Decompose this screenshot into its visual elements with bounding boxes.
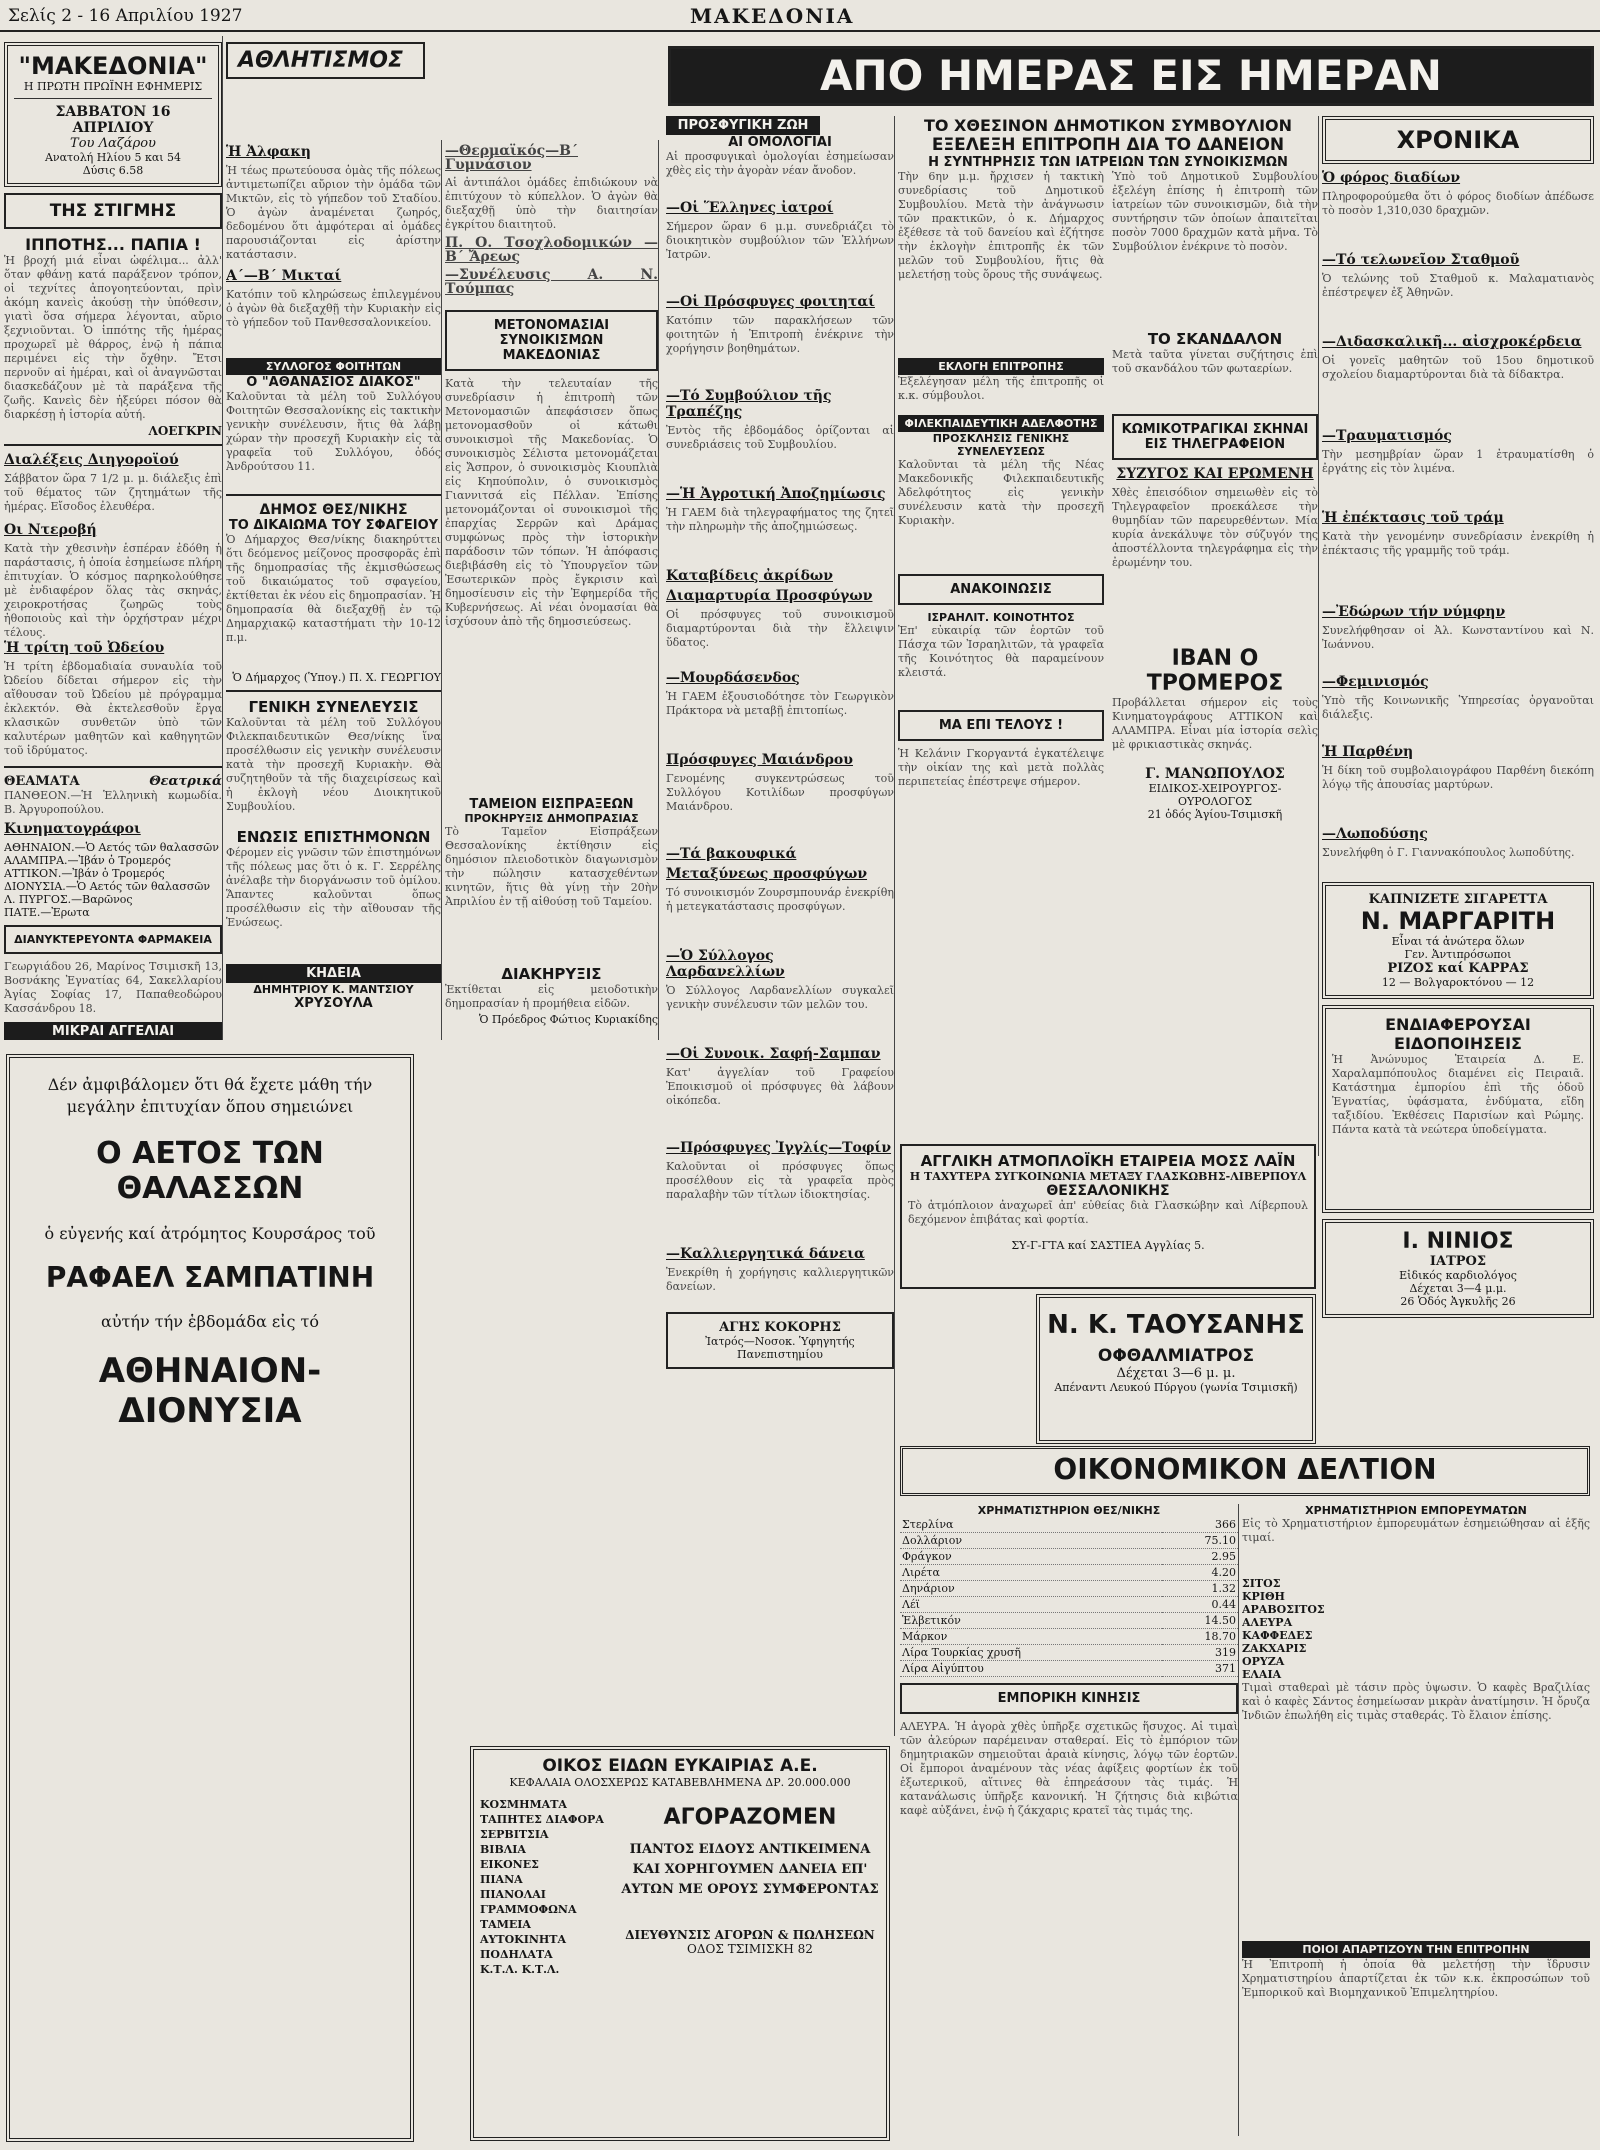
sub-body: Ἡ ΓΑΕΜ διὰ τηλεγραφήματος της ζητεῖ τὴν πληρωμὴν τῆς ἀποζημιώσεως. [666, 506, 894, 533]
article-body-ippotis: Ἡ βροχή μιά εἶναι ὠφέλιμα... ἀλλ' ὅταν φθάνῃ κατά παράξενον τρόπον, οἱ τεχνίτες ἀπογοητεύονται, πρὶν ἀκόμη κανεὶς ἀκούσῃ τὴν ὑπόθεσιν, γιατὶ ὅσα σήμερα λέγονται, αὔριο ξεχνιοῦνται. Ὁ ἰππότης τῆς ἡμέρας προχωρεῖ μὲ θάρρος, ἐνῷ ἡ πάπια περιμένει εἰς τὴν ὄχθην. Ἔτσι περνοῦν αἱ ἡμέραι, καὶ οἱ ἀναγνῶσται διασκεδάζουν μὲ τὰ παράξενα τῆς ζωῆς. Κανεὶς δὲν ἠξεύρει πόσον θὰ διαρκέσῃ ἡ ἱστορία αὐτή. [4, 254, 222, 421]
exchange-row [900, 1549, 1238, 1565]
head-skandalo: ΤΟ ΣΚΑΝΔΑΛΟΝ [1147, 330, 1283, 348]
chronika-head: ΧΡΟΝΙΚΑ [1322, 116, 1594, 164]
head-foitites: ΣΥΛΛΟΓΟΣ ΦΟΙΤΗΤΩΝ [226, 358, 441, 375]
cinema-line-1: ΑΘΗΝΑΙΟΝ.—Ὁ Αετός τῶν θαλασσῶν [4, 841, 219, 854]
cinema-head: Κινηματογράφοι [4, 821, 141, 837]
chron-body: Συνελήφθησαν οἱ Ἀλ. Κωνσταντίνου καὶ Ν. Ἰωάννου. [1322, 624, 1594, 651]
body-diakos: Καλοῦνται τὰ μέλη τοῦ Συλλόγου Φοιτητῶν Θεσσαλονίκης εἰς τακτικὴν γενικὴν συνέλευσιν, ἥτις θὰ λάβῃ χώραν τὴν προσεχῆ Κυριακὴν εἰς τὰ γραφεῖα τοῦ Συλλόγου, ὁδός Ἀνδρούτσου 11. [226, 390, 441, 473]
sub-5: Καταβίδεις ἀκρίδων [666, 568, 833, 584]
ad-aetos [6, 1054, 414, 2142]
head-prosklisis: ΠΡΟΣΚΛΗΣΙΣ ΓΕΝΙΚΗΣ ΣΥΝΕΛΕΥΣΕΩΣ [932, 432, 1070, 458]
ad-cigarette [1322, 882, 1594, 999]
running-header [0, 0, 1600, 32]
cinema-line-2: ΑΛΑΜΠΡΑ.—Ἰβάν ὁ Τρομερός [4, 854, 171, 867]
sub-7: —Μουρδάσενδος [666, 670, 800, 686]
kokoris-desc: Ἰατρός—Νοσοκ. Ὑφηγητής Πανεπιστημίου [705, 1335, 855, 1361]
exchange-row [900, 1533, 1238, 1549]
oikos-item: Κ.Τ.Λ. Κ.Τ.Λ. [480, 1963, 560, 1976]
chron-body: Τὴν μεσημβρίαν ὥραν 1 ἐτραυματίσθη ὁ ἐργάτης εἰς τὸν λιμένα. [1322, 448, 1594, 475]
chron-item: —Τραυματισμός [1322, 428, 1452, 444]
head-odeion: Ἡ τρίτη τοῦ Ὠδείου [4, 640, 165, 656]
masthead-day: ΣΑΒΒΑΤΟΝ 16 ΑΠΡΙΛΙΟΥ [55, 104, 171, 136]
goods-body: Εἰς τὸ Χρηματιστήριον ἐμπορευμάτων ἐσημειώθησαν αἱ ἑξῆς τιμαί. [1242, 1517, 1590, 1544]
athletics-body-1: Ἡ τέως πρωτεύουσα ὁμὰς τῆς πόλεως ἀντιμετωπίζει αὔριον τὴν ὁμάδα τῶν Μικτῶν, εἰς τὸ γήπεδον τοῦ Σταδίου. Ὁ ἀγὼν ἀναμένεται ζωηρός, δεδομένου ὅτι ἀμφότεραι αἱ ὁμάδες παρουσιάζονται εἰς ἀρίστην κατάστασιν. [226, 164, 441, 261]
athletics-item-4: Π. Ο. Τσοχλοδομικών — Β΄ Ἄρεως [445, 235, 658, 265]
pharmacy-body: Γεωργιάδου 26, Μαρίνος Τσιμισκῆ 13, Βοσνάκης Ἐγνατίας 64, Σακελλαρίου Ἀγίας Σοφίας 17, Παπαθεοδώρου Κασσάνδρου 18. [4, 960, 222, 1015]
head-adelfotis: ΦΙΛΕΚΠΑΙΔΕΥΤΙΚΗ ΑΔΕΛΦΟΤΗΣ [898, 415, 1104, 432]
theatres-tag: Θεατρικά [149, 774, 222, 789]
cig-addr: 12 — Βολγαροκτόνου — 12 [1381, 976, 1535, 989]
head-metonomasiai: ΜΕΤΟΝΟΜΑΣΙΑΙ ΣΥΝΟΙΚΙΣΜΩΝ ΜΑΚΕΔΟΝΙΑΣ [445, 310, 658, 371]
body-skandalo: Μετὰ ταῦτα γίνεται συζήτησις ἐπὶ τοῦ σκανδάλου τῶν φωταερίων. [1112, 348, 1318, 375]
column-3 [445, 140, 659, 1040]
currency-rate: 4.20 [1162, 1565, 1238, 1581]
currency-rate: 1.32 [1162, 1581, 1238, 1597]
currency-name: Λιρέτα [900, 1565, 1162, 1581]
body-enosis: Φέρομεν εἰς γνῶσιν τῶν ἐπιστημόνων τῆς πόλεως μας ὅτι ὁ κ. Γ. Σερρέλης ἀνέλαβε τὴν διοργάνωσιν τοῦ ὁμίλου. Ἅπαντες καλοῦνται ὅπως προσέλθωσιν εἰς τὴν αἴθουσαν τῆς Ἑνώσεως. [226, 846, 441, 929]
currency-name: Δολλάριον [900, 1533, 1162, 1549]
ad-oikos [470, 1746, 890, 2141]
notes-body: Ἡ Ἀνώνυμος Ἑταιρεία Δ. Ε. Χαραλαμπόπουλος διαμένει εἰς Πειραιᾶ. Κατάστημα ἐμπορίου ἐπὶ τῆς ὁδοῦ Ἐγνατίας, ὑφάσματα, ἐνδύματα, εἴδη ταξιδίου. Ἐκθέσεις Παρισίων καὶ Ρώμης. Πάντα κατὰ τὰ νεώτερα ὑποδείγματα. [1332, 1053, 1584, 1136]
sub-6: Διαμαρτυρία Προσφύγων [666, 588, 873, 604]
notes-title2: ΕΙΔΟΠΟΙΗΣΕΙΣ [1394, 1034, 1522, 1053]
ship-agents: ΣΥ-Γ-ΓΤΑ καί ΣΑΣΤΙΕΑ Αγγλίας 5. [1011, 1239, 1205, 1252]
ninios-addr: 26 Ὁδός Ἀγκυλῆς 26 [1400, 1295, 1516, 1308]
sub-12: —Οἱ Συνοικ. Σαφή-Σαμπαν [666, 1046, 881, 1062]
ship-sub: Η ΤΑΧΥΤΕΡΑ ΣΥΓΚΟΙΝΩΝΙΑ ΜΕΤΑΞΥ ΓΛΑΣΚΩΒΗΣ-ΛΙΒΕΡΠΟΥΛ [909, 1170, 1307, 1183]
body-syzygos: Χθὲς ἐπεισόδιον σημειωθὲν εἰς τὸ Τηλεγραφεῖον προεκάλεσε τὴν θυμηδίαν τῶν παρευρεθέντων. Μία κυρία ἀνεκάλυψε τὸν σύζυγόν της ἀποστέλλοντα τηλεγράφημα εἰς τὴν ἐρωμένην του. [1112, 486, 1318, 569]
oikos-item: ΠΙΑΝΟΛΑΙ [480, 1888, 546, 1901]
committee-body: Ἡ Ἐπιτροπὴ ἡ ὁποία θὰ μελετήσῃ τὴν ἵδρυσιν Χρηματιστηρίου ἀπαρτίζεται ἐκ τῶν κ.κ. ἐκπροσώπων τοῦ Ἐμπορικοῦ καὶ Βιομηχανικοῦ Ἐπιμελητηρίου. [1242, 1958, 1590, 1999]
oikos-item: ΕΙΚΟΝΕΣ [480, 1858, 539, 1871]
economic-title-box [900, 1446, 1590, 1496]
ad-ninios [1322, 1219, 1594, 1318]
ship-body: Τὸ ἀτμόπλοιον ἀναχωρεῖ ἀπ' εὐθείας διὰ Γλασκώβην καὶ Λίβερπουλ δεχόμενον ἐπιβάτας καὶ φορτία. [908, 1199, 1308, 1226]
chron-item: —Διδασκαλικῆ... αἰσχροκέρδεια [1322, 334, 1582, 350]
oikos-office: ΔΙΕΥΘΥΝΣΙΣ ΑΓΟΡΩΝ & ΠΩΛΗΣΕΩΝ [625, 1928, 875, 1942]
oikos-buy: ΑΓΟΡΑΖΟΜΕΝ [663, 1805, 837, 1830]
column-2 [226, 140, 442, 1040]
currency-rate: 75.10 [1162, 1533, 1238, 1549]
aetos-mid: ὁ εὐγενής καί ἀτρόμητος Κουρσάρος τοῦ [44, 1224, 376, 1243]
head-dialexeis: Διαλέξεις Διηγοροϊού [4, 452, 179, 468]
athletics-header-area [226, 36, 658, 136]
oikos-item: ΠΟΔΗΛΑΤΑ [480, 1948, 553, 1961]
exchange-row [900, 1661, 1238, 1677]
mourner-name: ΔΗΜΗΤΡΙΟΥ Κ. ΜΑΝΤΣΙΟΥ [253, 983, 414, 996]
exchange-table [900, 1517, 1238, 1677]
chron-item: —Ἐδώρων τήν νύμφην [1322, 604, 1506, 620]
chron-item: —Λωποδύσης [1322, 826, 1428, 842]
sub-3: —Τό Συμβούλιον τῆς Τραπέζης [666, 388, 832, 420]
committee-head: ΠΟΙΟΙ ΑΠΑΡΤΙΖΟΥΝ ΤΗΝ ΕΠΙΤΡΟΠΗΝ [1242, 1941, 1590, 1958]
body-synelefsis: Καλοῦνται τὰ μέλη τοῦ Συλλόγου Φιλεκπαιδευτικῶν Θεσ/νίκης ἵνα προσέλθωσιν εἰς γενικὴν συνέλευσιν κατὰ τὴν προσεχῆ Κυριακὴν. Θὰ συζητηθοῦν τὰ τῆς διαχειρίσεως καὶ ἡ ἐκλογὴ νέου Διοικητικοῦ Συμβουλίου. [226, 716, 441, 813]
currency-rate: 319 [1162, 1645, 1238, 1661]
theatres-header [4, 774, 222, 789]
exchange-row [900, 1597, 1238, 1613]
chron-item: Ἡ Παρθένη [1322, 744, 1414, 760]
goods-detail: Τιμαὶ σταθεραὶ μὲ τάσιν πρὸς ὑψωσιν. Ὁ καφὲς Βραζιλίας καὶ ὁ καφὲς Σάντος ἐσημείωσαν μικρὰν ἀνατίμησιν. Ἡ ὄρυζα Ἰνδιῶν ἐπωλήθη εἰς τιμὰς σταθεράς. Τὸ ἔλαιον ἐπίσης. [1242, 1681, 1590, 1722]
column-1 [4, 36, 223, 1040]
head-dimos: ΔΗΜΟΣ ΘΕΣ/ΝΙΚΗΣ [259, 502, 408, 518]
athletics-logo: ΑΘΛΗΤΙΣΜΟΣ [238, 48, 404, 73]
theatres-body: ΠΑΝΘΕΟΝ.—Ἡ Ἑλληνικὴ κωμωδία. Β. Ἀργυροπούλου. [4, 789, 222, 816]
good-item: ΣΙΤΟΣ [1242, 1577, 1281, 1590]
sig-diakiryxis: Ὁ Πρόεδρος Φώτιος Κυριακίδης [478, 1013, 658, 1026]
body-eklogi: Ἐξελέγησαν μέλη τῆς ἐπιτροπῆς οἱ κ.κ. σύμβουλοι. [898, 375, 1104, 402]
head-kideia: ΚΗΔΕΙΑ [226, 964, 441, 983]
body-sfageio: Ὁ Δήμαρχος Θεσ/νίκης διακηρύττει ὅτι δεόμενος μείζονος προσφορᾶς ἐπὶ τῆς δημοπρασίας τῆς ἐκμισθώσεως τοῦ δικαιώματος τοῦ σφαγείου, ἐκτίθεται ἐκ νέου εἰς δημοπρασίαν. Ἡ δημοπρασία θὰ διεξαχθῇ ἐν τῷ Δημαρχιακῷ καταστήματι τὴν 10-12 π.μ. [226, 533, 441, 644]
cig-name: Ν. ΜΑΡΓΑΡΙΤΗ [1360, 907, 1556, 935]
sub-8: Πρόσφυγες Μαιάνδρου [666, 752, 853, 768]
good-item: ΖΑΚΧΑΡΙΣ [1242, 1642, 1307, 1655]
sub-body: Οἱ πρόσφυγες τοῦ συνοικισμοῦ διαμαρτύρονται διὰ τὴν ἔλλειψιν ὕδατος. [666, 608, 894, 649]
masthead-feast: Του Λαζάρου [70, 136, 156, 151]
head-daneio: ΕΞΕΛΕΞΗ ΕΠΙΤΡΟΠΗ ΔΙΑ ΤΟ ΔΑΝΕΙΟΝ [931, 135, 1285, 155]
doctor-name: Γ. ΜΑΝΩΠΟΥΛΟΣ [1145, 766, 1285, 782]
currency-name: Φράγκον [900, 1549, 1162, 1565]
head-tameio: ΤΑΜΕΙΟΝ ΕΙΣΠΡΑΞΕΩΝ [469, 797, 634, 812]
ninios-spec: Εἰδικός καρδιολόγος [1399, 1269, 1517, 1282]
masthead-box [4, 42, 222, 187]
currency-name: Μάρκον [900, 1629, 1162, 1645]
sub-1: —Οἱ Ἕλληνες ἰατροί [666, 200, 834, 216]
exchange-head: ΧΡΗΜΑΤΙΣΤΗΡΙΟΝ ΘΕΣ/ΝΙΚΗΣ [977, 1504, 1161, 1517]
oikos-item: ΓΡΑΜΜΟΦΩΝΑ [480, 1903, 577, 1916]
article-title-ippotis: ΙΠΠΟΤΗΣ... ΠΑΠΙΑ ! [25, 235, 201, 254]
sub-2: —Οἱ Πρόσφυγες φοιτηταί [666, 294, 875, 310]
athletics-body-2: Κατόπιν τοῦ κληρώσεως ἐπιλεγμένου ὁ ἀγὼν θὰ διεξαχθῇ τὴν Κυριακὴν εἰς τὸ γήπεδον τοῦ Πανθεσσαλονικείου. [226, 288, 441, 329]
head-omologiai: ΑΙ ΟΜΟΛΟΓΙΑΙ [728, 135, 832, 150]
economic-left [900, 1504, 1239, 2136]
currency-name: Λίρα Αἰγύπτου [900, 1661, 1162, 1677]
body-diakiryxis: Ἐκτίθεται εἰς μειοδοτικὴν δημοπρασίαν ἡ προμήθεια εἰδῶν. [445, 983, 658, 1010]
athletics-item-3: —Θερμαϊκός—Β΄ Γυμνάσιον [445, 143, 578, 173]
goods-head: ΧΡΗΜΑΤΙΣΤΗΡΙΟΝ ΕΜΠΟΡΕΥΜΑΤΩΝ [1305, 1504, 1527, 1517]
banner-title: ΑΠΟ ΗΜΕΡΑΣ ΕΙΣ ΗΜΕΡΑΝ [668, 46, 1594, 106]
taousanis-address: Απέναντι Λευκού Πύργου (γωνία Τσιμισκῆ) [1054, 1381, 1298, 1394]
head-diakiryxis: ΔΙΑΚΗΡΥΞΙΣ [501, 965, 602, 983]
currency-name: Λέϊ [900, 1597, 1162, 1613]
head-nteroví: Οι Ντεροβή [4, 522, 97, 538]
currency-name: Ἑλβετικόν [900, 1613, 1162, 1629]
ship-title: ΑΓΓΛΙΚΗ ΑΤΜΟΠΛΟΪΚΗ ΕΤΑΙΡΕΙΑ ΜΟΣΣ ΛΑΪΝ [920, 1152, 1296, 1170]
exchange-row [900, 1517, 1238, 1533]
currency-name: Δηνάριον [900, 1581, 1162, 1597]
page-date: Σελίς 2 - 16 Απριλίου 1927 [8, 6, 243, 26]
chron-body: Ὁ τελώνης τοῦ Σταθμοῦ κ. Μαλαματιανὸς ἐπέστρεψεν ἐξ Ἀθηνῶν. [1322, 272, 1594, 299]
chron-body: Συνελήφθη ὁ Γ. Γιαννακόπουλος λωποδύτης. [1322, 846, 1575, 859]
oikos-item: ΚΟΣΜΗΜΑΤΑ [480, 1798, 567, 1811]
body-nteroví: Κατὰ τὴν χθεσινὴν ἑσπέραν ἐδόθη ἡ παράστασις, ἡ ὁποία ἐσημείωσε πλήρη ἐπιτυχίαν. Ὁ κόσμος παρηκολούθησε μὲ ἐνδιαφέρον ὅλας τὰς σκηνάς, χειροκροτήσας ζωηρῶς τοὺς ἠθοποιοὺς καὶ τὴν ὀρχήστραν μέχρι τέλους. [4, 542, 222, 639]
cinema-line-3: ΑΤΤΙΚΟΝ.—Ἰβάν ὁ Τρομερός [4, 867, 165, 880]
sub-body: Ὁ Σύλλογος Λαρδανελλίων συγκαλεῖ γενικὴν συνέλευσιν τῶν μελῶν του. [666, 984, 894, 1011]
ad-taousanis [1036, 1294, 1316, 1444]
body-dialexeis: Σάββατον ὥρα 7 1/2 μ. μ. διάλεξις ἐπὶ τοῦ θέματος τῶν ζητημάτων τῆς ἡμέρας. Εἴσοδος ἐλευθέρα. [4, 472, 222, 513]
rubric-stigmis: ΤΗΣ ΣΤΙΓΜΗΣ [4, 193, 222, 229]
sub-body: Ἐντὸς τῆς ἐβδομάδος ὁρίζονται αἱ συνεδριάσεις τοῦ Συμβουλίου. [666, 424, 894, 451]
exchange-row [900, 1581, 1238, 1597]
ad-ship [900, 1144, 1316, 1289]
oikos-item-list [480, 1797, 620, 1977]
head-prosfygiki: ΠΡΟΣΦΥΓΙΚΗ ΖΩΗ [666, 116, 820, 135]
ad-kokoris [666, 1312, 894, 1369]
taousanis-name: Ν. Κ. ΤΑΟΥΣΑΝΗΣ [1047, 1310, 1305, 1340]
head-komikotragikai: ΚΩΜΙΚΟΤΡΑΓΙΚΑΙ ΣΚΗΝΑΙ ΕΙΣ ΤΗΛΕΓΡΑΦΕΙΟΝ [1112, 414, 1318, 460]
sub-body: Ἐνεκρίθη ἡ χορήγησις καλλιεργητικῶν δανείων. [666, 1266, 894, 1293]
chron-item: Ὁ φόρος διαδίων [1322, 170, 1461, 186]
classifieds-head: ΜΙΚΡΑΙ ΑΓΓΕΛΙΑΙ [4, 1022, 222, 1040]
cig-reps: ΡΙΖΟΣ καί ΚΑΡΡΑΣ [1387, 961, 1529, 976]
kokoris-name: ΑΓΗΣ ΚΟΚΟΡΗΣ [719, 1320, 841, 1335]
exchange-row [900, 1613, 1238, 1629]
currency-rate: 18.70 [1162, 1629, 1238, 1645]
good-item: ΑΛΕΥΡΑ [1242, 1616, 1293, 1629]
head-dimotiko: ΤΟ ΧΘΕΣΙΝΟΝ ΔΗΜΟΤΙΚΟΝ ΣΥΜΒΟΥΛΙΟΝ [923, 116, 1293, 135]
economic-title: ΟΙΚΟΝΟΜΙΚΟΝ ΔΕΛΤΙΟΝ [1053, 1453, 1437, 1486]
chron-item: —Φεμινισμός [1322, 674, 1429, 690]
athletics-logo-box [226, 42, 425, 79]
sub-body: Ἡ ΓΑΕΜ ἐξουσιοδότησε τὸν Γεωργικὸν Πράκτορα νὰ μεταβῇ ἐπιτοπίως. [666, 690, 894, 717]
oikos-address: ΟΔΟΣ ΤΣΙΜΙΣΚΗ 82 [687, 1942, 813, 1956]
sub-4: —Ἡ Ἀγροτική Ἀποζημίωσις [666, 486, 886, 502]
ship-city: ΘΕΣΣΑΛΟΝΙΚΗΣ [1046, 1183, 1170, 1199]
sub-body: Τό συνοικισμόν Ζουρσμπουνάρ ἐνεκρίθη ἡ μετεγκατάστασις προσφύγων. [666, 886, 894, 913]
exchange-row [900, 1645, 1238, 1661]
sub-body: Γενομένης συγκεντρώσεως τοῦ Συλλόγου Κοτιλίδων προσφύγων Μαιάνδρου. [666, 772, 894, 813]
good-item: ΟΡΥΖΑ [1242, 1655, 1285, 1668]
sub-13: —Πρόσφυγες Ἰγγλίς—Τοφίν [666, 1140, 892, 1156]
sig-dimos: Ὁ Δήμαρχος (Ὑπογ.) Π. Χ. ΓΕΩΡΓΙΟΥ [232, 671, 441, 684]
currency-rate: 0.44 [1162, 1597, 1238, 1613]
head-ma-epi-telous: ΜΑ ΕΠΙ ΤΕΛΟΥΣ ! [898, 710, 1104, 741]
body-dimoprasia: Τὸ Ταμεῖον Εἰσπράξεων Θεσσαλονίκης ἐκτίθησιν εἰς δημόσιον πλειοδοτικὸν διαγωνισμὸν τὴν πώλησιν κατασχεθέντων κινητῶν, ἥτις θὰ γίνῃ τὴν 20ὴν Ἀπριλίου ἐν τῇ αἰθούσῃ τοῦ Ταμείου. [445, 825, 658, 908]
oikos-item: ΤΑΜΕΙΑ [480, 1918, 531, 1931]
body-dimotiko-a: Τὴν 6ην μ.μ. ἤρχισεν ἡ τακτικὴ συνεδρίασις τοῦ Δημοτικοῦ Συμβουλίου. Μετὰ τὴν ἀνάγνωσιν τῶν πρακτικῶν, ὁ κ. Δήμαρχος ἐξέθεσε τὰ τοῦ δανείου καὶ ἐζήτησε τὴν ἐκλογὴν ἐπιτροπῆς ἐκ τῶν μελῶν τοῦ Συμβουλίου, ἥτις θὰ μελετήσῃ τοὺς ὅρους τῆς συνάψεως. [898, 170, 1104, 281]
economic-right [1242, 1504, 1590, 2136]
column-4 [666, 116, 895, 1736]
oikos-item: ΒΙΒΛΙΑ [480, 1843, 526, 1856]
head-syzygos: ΣΥΖΥΓΟΣ ΚΑΙ ΕΡΩΜΕΝΗ [1116, 466, 1314, 482]
chron-body: Ὑπὸ τῆς Κοινωνικῆς Ὑπηρεσίας ὀργανοῦται διάλεξις. [1322, 694, 1594, 721]
good-item: ΑΡΑΒΟΣΙΤΟΣ [1242, 1603, 1325, 1616]
cinema-line-6: ΠΑΤΕ.—Ἐρωτα [4, 906, 90, 919]
sub-body: Σήμερον ὥραν 6 μ.μ. συνεδριάζει τὸ διοικητικὸν συμβούλιον τῶν Ἑλλήνων Ἰατρῶν. [666, 220, 894, 261]
commerce-body: ΑΛΕΥΡΑ. Ἡ ἀγορὰ χθὲς ὑπῆρξε σχετικῶς ἥσυχος. Αἱ τιμαὶ τῶν ἀλεύρων παρέμειναν σταθεραί. Εἰς τὸ ἐμπόριον τῶν δημητριακῶν σημειοῦται ἀραιὰ κίνησις, λόγῳ τῶν ἑορτῶν. Οἱ ἔμποροι ἀναμένουν τὰς νέας ἀφίξεις φορτίων ἐκ τοῦ ἐξωτερικοῦ, αἵτινες θὰ ἐπηρεάσουν τὰς τιμάς. Ἡ κατανάλωσις ὑπῆρξε κανονική. Ἡ ζήτησις διὰ κιβώτια καφὲ αὐξάνει, ἐνῷ ἡ ζάκχαρις κρατεῖ τὰς τιμάς της. [900, 1720, 1238, 1817]
ad-notifications [1322, 1005, 1594, 1213]
sub-body: Κατόπιν τῶν παρακλήσεων τῶν φοιτητῶν ἡ Ἐπιτροπὴ ἐνέκρινε τὴν χορήγησιν βοηθημάτων. [666, 314, 894, 355]
body-anakoinosis: Ἐπ' εὐκαιρίᾳ τῶν ἑορτῶν τοῦ Πάσχα τῶν Ἰσραηλιτῶν, τὰ γραφεῖα τῆς Κοινότητος θὰ παραμείνουν κλειστά. [898, 624, 1104, 679]
good-item: ΚΡΙΘΗ [1242, 1590, 1285, 1603]
sub-10: Μεταξύνεως προσφύγων [666, 866, 868, 882]
currency-rate: 371 [1162, 1661, 1238, 1677]
athletics-body-3: —Θερμαϊκός—Β΄ Γυμνάσιον Αἱ ἀντιπάλοι ὁμάδες ἐπιδιώκουν νὰ ἐπιτύχουν τὸ κύπελλον. Ὁ ἀγὼν θὰ διεξαχθῇ ὑπὸ τὴν διαιτησίαν ἐγκρίτου διαιτητοῦ. Π. Ο. Τσοχλοδομικών — Β΄ Ἄρεως —Συνέλευσις Α. Ν. Τούμπας [445, 143, 658, 297]
cinema-line-5: Λ. ΠΥΡΓΟΣ.—Βαρῶνος [4, 893, 133, 906]
cig-line4: Γεν. Ἀντιπρόσωποι [1404, 948, 1512, 961]
body-odeion: Ἡ τρίτη ἐβδομαδιαία συναυλία τοῦ Ὠδείου δίδεται σήμερον εἰς τὴν αἴθουσαν τοῦ Ὠδείου μὲ πρόγραμμα ἐκλεκτόν. Θὰ ἐκτελεσθοῦν ἔργα κλασικῶν συνθετῶν ὑπὸ τῶν καλυτέρων μαθητῶν καὶ καθηγητῶν τοῦ ἱδρύματος. [4, 660, 222, 757]
column-5 [898, 116, 1319, 1156]
widow-name: ΧΡΥΣΟΥΛΑ [294, 996, 373, 1011]
taousanis-hours: Δέχεται 3—6 μ. μ. [1116, 1366, 1236, 1381]
head-ivan: ΙΒΑΝ Ο ΤΡΟΜΕΡΟΣ [1146, 646, 1284, 696]
head-israilit: ΙΣΡΑΗΛΙΤ. ΚΟΙΝΟΤΗΤΟΣ [927, 611, 1075, 624]
chron-body: Πληροφορούμεθα ὅτι ὁ φόρος διοδίων ἀπέδωσε τὸ ποσὸν 1,310,030 δραχμῶν. [1322, 190, 1594, 217]
sub-14: —Καλλιεργητικά δάνεια [666, 1246, 865, 1262]
currency-rate: 14.50 [1162, 1613, 1238, 1629]
body-omologiai: Αἱ προσφυγικαὶ ὁμολογίαι ἐσημείωσαν χθὲς εἰς τὴν ἀγορὰν νέαν ἄνοδον. [666, 150, 894, 177]
currency-rate: 2.95 [1162, 1549, 1238, 1565]
body-adelfotis: Καλοῦνται τὰ μέλη τῆς Νέας Μακεδονικῆς Φιλεκπαιδευτικῆς Ἀδελφότητος εἰς γενικὴν συνέλευσιν κατὰ τὴν προσεχῆ Κυριακὴν. [898, 458, 1104, 527]
ninios-role: ΙΑΤΡΟΣ [1429, 1254, 1487, 1269]
head-anakoinosis: ΑΝΑΚΟΙΝΩΣΙΣ [898, 574, 1104, 605]
paper-name: ΜΑΚΕΔΟΝΙΑ [690, 4, 855, 28]
good-item: ΚΑΦΦΕΔΕΣ [1242, 1629, 1313, 1642]
sub-9: —Τά βακουφικά [666, 846, 797, 862]
head-dimoprasia: ΠΡΟΚΗΡΥΞΙΣ ΔΗΜΟΠΡΑΣΙΑΣ [464, 812, 639, 825]
oikos-item: ΠΙΑΝΑ [480, 1873, 523, 1886]
chron-body: Οἱ γονεῖς μαθητῶν τοῦ 15ου δημοτικοῦ σχολείου διαμαρτύρονται διὰ τὰ δίδακτρα. [1322, 354, 1594, 381]
signature-loegkrin: ΛΟΕΓΚΡΙΝ [148, 424, 222, 438]
aetos-venue: ΑΘΗΝΑΙΟΝ-ΔΙΟΝΥΣΙΑ [98, 1351, 322, 1431]
chron-item: —Τό τελωνεῖον Σταθμοῦ [1322, 252, 1520, 268]
body-ma-epi-telous: Ἡ Κελάνιν Γκοργαντά ἐγκατέλειψε τὴν οἰκίαν της καὶ μετὰ πολλὰς περιπετείας ἐπέστρεψε σήμερον. [898, 747, 1104, 788]
ninios-hours: Δέχεται 3—4 μ.μ. [1409, 1282, 1507, 1295]
cig-line1: ΚΑΠΝΙΖΕΤΕ ΣΙΓΑΡΕΤΤΑ [1368, 892, 1548, 907]
masthead-title: "ΜΑΚΕΔΟΝΙΑ" [18, 52, 208, 80]
chron-body: Ἡ δίκη τοῦ συμβολαιογράφου Παρθένη διεκόπη λόγῳ τῆς ἀπουσίας μαρτύρων. [1322, 764, 1594, 791]
head-sfageio: ΤΟ ΔΙΚΑΙΩΜΑ ΤΟΥ ΣΦΑΓΕΙΟΥ [228, 518, 439, 533]
theatres-head: ΘΕΑΜΑΤΑ [4, 774, 80, 789]
oikos-title: ΟΙΚΟΣ ΕΙΔΩΝ ΕΥΚΑΙΡΙΑΣ Α.Ε. [542, 1756, 818, 1776]
head-eklogi: ΕΚΛΟΓΗ ΕΠΙΤΡΟΠΗΣ [898, 358, 1104, 375]
chron-item: Ἡ ἐπέκτασις τοῦ τράμ [1322, 510, 1504, 526]
athletics-item-1: Ἡ Ἀλφακη [226, 144, 311, 160]
sunset: Δύσις 6.58 [82, 164, 144, 177]
aetos-intro: Δέν ἀμφιβάλομεν ὅτι θά ἔχετε μάθη τήν μεγάλην ἐπιτυχίαν ὅπου σημειώνει [47, 1075, 373, 1116]
athletics-item-5: —Συνέλευσις Α. Ν. Τούμπας [445, 267, 658, 297]
oikos-item: ΣΕΡΒΙΤΣΙΑ [480, 1828, 549, 1841]
ninios-name: Ι. ΝΙΝΙΟΣ [1402, 1229, 1514, 1254]
doctor-addr: 21 ὁδός Ἁγίου-Τσιμισκῆ [1147, 808, 1283, 821]
aetos-title: Ο ΑΕΤΟΣ ΤΩΝ ΘΑΛΑΣΣΩΝ [96, 1136, 324, 1206]
notes-title: ΕΝΔΙΑΦΕΡΟΥΣΑΙ [1385, 1015, 1531, 1034]
currency-name: Στερλίνα [900, 1517, 1162, 1533]
sunrise: Ανατολή Ηλίου 5 και 54 [44, 151, 182, 164]
good-item: ΕΛΑΙΑ [1242, 1668, 1282, 1681]
oikos-buy-desc: ΠΑΝΤΟΣ ΕΙΔΟΥΣ ΑΝΤΙΚΕΙΜΕΝΑ ΚΑΙ ΧΟΡΗΓΟΥΜΕΝ ΔΑΝΕΙΑ ΕΠ' ΑΥΤΩΝ ΜΕ ΟΡΟΥΣ ΣΥΜΦΕΡΟΝΤΑΣ [621, 1842, 879, 1897]
currency-rate: 366 [1162, 1517, 1238, 1533]
head-enosis: ΕΝΩΣΙΣ ΕΠΙΣΤΗΜΟΝΩΝ [236, 828, 431, 846]
masthead-subtitle: Η ΠΡΩΤΗ ΠΡΩΪΝΗ ΕΦΗΜΕΡΙΣ [23, 80, 203, 93]
aetos-week: αὐτήν τήν ἑβδομάδα εἰς τό [101, 1312, 319, 1331]
sub-body: Καλοῦνται οἱ πρόσφυγες ὅπως προσέλθουν εἰς τὰ γραφεῖα πρὸς παραλαβὴν τῶν τίτλων ἰδιοκτησίας. [666, 1160, 894, 1201]
sub-body: Κατ' ἀγγελίαν τοῦ Γραφείου Ἐποικισμοῦ οἱ πρόσφυγες θὰ λάβουν οἰκόπεδα. [666, 1066, 894, 1107]
exchange-row [900, 1565, 1238, 1581]
pharmacy-head: ΔΙΑΝΥΚΤΕΡΕΥΟΝΤΑ ΦΑΡΜΑΚΕΙΑ [4, 925, 222, 954]
body-metonomasiai: Κατὰ τὴν τελευταίαν τῆς συνεδρίασιν ἡ ἐπιτροπὴ τῶν Μετονομασιῶν ἀπεφάσισεν ὅπως μετονομασθοῦν οἱ κάτωθι συνοικισμοὶ τῆς Μακεδονίας. Ὁ συνοικισμὸς Σέλιστα μετονομάζεται εἰς Ἄσπρον, ὁ συνοικισμὸς Κιουπλιὰ εἰς Κηπούπολιν, ὁ συνοικισμὸς Γιαννιτσά εἰς Πέλλαν. Ἐπίσης μετονομάζονται οἱ συνοικισμοὶ τῆς ἐπαρχίας Σερρῶν καὶ Δράμας συμφώνως πρὸς τὴν ἱστορικὴν παράδοσιν τῶν τόπων. Ἡ ἀπόφασις διεβιβάσθη εἰς τὸ Ὑπουργεῖον τῶν Ἐσωτερικῶν πρὸς ἔγκρισιν καὶ δημοσίευσιν εἰς τὴν Ἐφημερίδα τῆς Κυβερνήσεως. Αἱ νέαι ὀνομασίαι θὰ ἰσχύσουν ἀπὸ τῆς δημοσιεύσεως. [445, 377, 658, 628]
chron-body: Κατὰ τὴν γενομένην συνεδρίασιν ἐνεκρίθη ἡ ἐπέκτασις τῆς γραμμῆς τοῦ τράμ. [1322, 530, 1594, 557]
column-6 [1322, 116, 1594, 1442]
head-iatreia: Η ΣΥΝΤΗΡΗΣΙΣ ΤΩΝ ΙΑΤΡΕΙΩΝ ΤΩΝ ΣΥΝΟΙΚΙΣΜΩΝ [928, 155, 1288, 170]
taousanis-title: ΟΦΘΑΛΜΙΑΤΡΟΣ [1097, 1346, 1255, 1366]
aetos-name: ΡΑΦΑΕΛ ΣΑΜΠΑΤΙΝΗ [45, 1261, 375, 1294]
body-ivan: Προβάλλεται σήμερον εἰς τοὺς Κινηματογράφους ΑΤΤΙΚΟΝ καὶ ΑΛΑΜΠΡΑ. Εἶναι μία ἱστορία σελὶς μὲ φρικιαστικὰς σκηνάς. [1112, 696, 1318, 751]
athletics-item-2: Α΄—Β΄ Μικταί [226, 268, 342, 284]
exchange-row [900, 1629, 1238, 1645]
sub-11: —Ὁ Σύλλογος Λαρδανελλίων [666, 948, 785, 980]
oikos-capital: ΚΕΦΑΛΑΙΑ ΟΛΟΣΧΕΡΩΣ ΚΑΤΑΒΕΒΛΗΜΕΝΑ ΔΡ. 20.000.000 [509, 1776, 851, 1789]
body-dimotiko-b: Ὑπὸ τοῦ Δημοτικοῦ Συμβουλίου ἐξελέγη ἐπίσης ἡ ἐπιτροπὴ τῶν ἰατρείων τῶν συνοικισμῶν, διὰ τὴν συντήρησιν τῶν ὁποίων ἀπαιτεῖται ποσὸν 7000 δραχμῶν κατὰ μῆνα. Τὸ Συμβούλιον ἐνέκρινε τὸ ποσὸν. [1112, 170, 1318, 253]
currency-name: Λίρα Τουρκίας χρυσῆ [900, 1645, 1162, 1661]
head-synelefsis: ΓΕΝΙΚΗ ΣΥΝΕΛΕΥΣΙΣ [248, 698, 419, 716]
head-diakos: Ο "ΑΘΑΝΑΣΙΟΣ ΔΙΑΚΟΣ" [246, 375, 421, 390]
cig-line3: Εἶναι τά ἀνώτερα ὅλων [1391, 935, 1525, 948]
doctor-desc: ΕΙΔΙΚΟΣ-ΧΕΙΡΟΥΡΓΟΣ-ΟΥΡΟΛΟΓΟΣ [1148, 782, 1282, 808]
cinema-line-4: ΔΙΟΝΥΣΙΑ.—Ὁ Αετός τῶν θαλασσῶν [4, 880, 211, 893]
oikos-item: ΑΥΤΟΚΙΝΗΤΑ [480, 1933, 567, 1946]
oikos-item: ΤΑΠΗΤΕΣ ΔΙΑΦΟΡΑ [480, 1813, 604, 1826]
commerce-head: ΕΜΠΟΡΙΚΗ ΚΙΝΗΣΙΣ [900, 1683, 1238, 1714]
